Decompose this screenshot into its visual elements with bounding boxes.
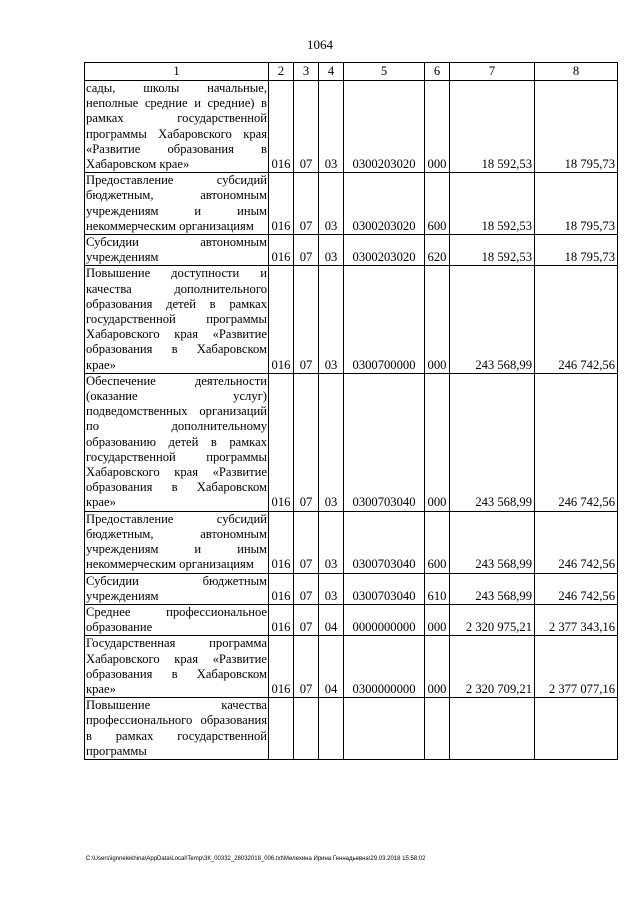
target-article-cell: 0300203020 [344,235,425,266]
table-row [85,235,618,266]
column-header: 6 [425,63,450,81]
row-name: Повышение качества профессионального образования в рамках государственной программы [86,698,267,758]
amount-cell: 2 377 343,16 [535,604,618,635]
amount-cell: 243 568,99 [450,266,535,373]
target-article-cell [344,698,425,760]
row-name: Предоставление субсидий бюджетным, автономным учреждениям и иным некоммерческим организациям [86,511,267,572]
amount-cell: 2 320 709,21 [450,636,535,698]
column-header: 3 [294,63,319,81]
table-row [85,511,618,573]
code-cell: 016 [269,81,294,173]
code-cell: 016 [269,604,294,635]
section-cell: 07 [294,266,319,373]
amount-cell: 246 742,56 [535,573,618,604]
subsection-cell: 03 [319,173,344,235]
subsection-cell: 03 [319,573,344,604]
section-cell [294,698,319,760]
column-header: 5 [344,63,425,81]
code-cell: 016 [269,173,294,235]
expense-type-cell: 610 [425,573,450,604]
table-row [85,604,618,635]
table-row [85,573,618,604]
amount-cell: 18 592,53 [450,235,535,266]
section-cell: 07 [294,373,319,511]
code-cell [269,698,294,760]
row-name: Среднее профессиональное образование [86,604,267,635]
amount-cell: 18 795,73 [535,235,618,266]
subsection-cell: 03 [319,235,344,266]
target-article-cell: 0300703040 [344,573,425,604]
column-header: 4 [319,63,344,81]
subsection-cell: 04 [319,636,344,698]
subsection-cell: 04 [319,604,344,635]
row-name: сады, школы начальные, неполные средние и средние) в рамках государственной программы Хабаровского края «Развитие образования в Хабаровском крае» [86,81,267,172]
target-article-cell: 0300000000 [344,636,425,698]
table-row [85,81,618,173]
amount-cell [535,698,618,760]
amount-cell [450,698,535,760]
subsection-cell: 03 [319,373,344,511]
row-name: Обеспечение деятельности (оказание услуг) подведомственных организаций по дополнительному образованию детей в рамках государственной программы Хабаровского края «Развитие образования в Хабаровском крае» [86,373,267,510]
amount-cell: 246 742,56 [535,266,618,373]
expense-type-cell: 000 [425,604,450,635]
row-name: Субсидии бюджетным учреждениям [86,573,267,603]
target-article-cell: 0300203020 [344,81,425,173]
target-article-cell: 0300703040 [344,511,425,573]
code-cell: 016 [269,235,294,266]
amount-cell: 18 795,73 [535,173,618,235]
amount-cell: 246 742,56 [535,373,618,511]
subsection-cell [319,698,344,760]
table-row [85,173,618,235]
section-cell: 07 [294,173,319,235]
row-name: Субсидии автономным учреждениям [86,235,267,265]
budget-table [84,62,618,760]
amount-cell: 18 592,53 [450,81,535,173]
row-name: Предоставление субсидий бюджетным, автономным учреждениям и иным некоммерческим организациям [86,173,267,233]
target-article-cell: 0300203020 [344,173,425,235]
amount-cell: 246 742,56 [535,511,618,573]
row-name: Государственная программа Хабаровского края «Развитие образования в Хабаровском крае» [86,636,267,696]
table-row [85,636,618,698]
code-cell: 016 [269,511,294,573]
expense-type-cell [425,698,450,760]
table-row [85,373,618,511]
amount-cell: 18 795,73 [535,81,618,173]
table-row [85,698,618,760]
expense-type-cell: 600 [425,511,450,573]
code-cell: 016 [269,573,294,604]
expense-type-cell: 620 [425,235,450,266]
code-cell: 016 [269,266,294,373]
expense-type-cell: 000 [425,636,450,698]
section-cell: 07 [294,81,319,173]
amount-cell: 243 568,99 [450,373,535,511]
column-header-row [85,63,618,81]
expense-type-cell: 000 [425,81,450,173]
subsection-cell: 03 [319,511,344,573]
row-name: Повышение доступности и качества дополнительного образования детей в рамках государственной программы Хабаровского края «Развитие образования в Хабаровском крае» [86,266,267,372]
column-header: 8 [535,63,618,81]
code-cell: 016 [269,373,294,511]
column-header: 7 [450,63,535,81]
amount-cell: 243 568,99 [450,573,535,604]
target-article-cell: 0000000000 [344,604,425,635]
subsection-cell: 03 [319,81,344,173]
amount-cell: 2 377 077,16 [535,636,618,698]
expense-type-cell: 000 [425,266,450,373]
subsection-cell: 03 [319,266,344,373]
section-cell: 07 [294,604,319,635]
section-cell: 07 [294,636,319,698]
document-footer-path: C:\Users\ignnelekhina\AppData\Local\Temp\ЗК_00332_28032018_006.txt\Мелехина Ирина Геннадьевна\29.03.2018 15:58:02 [86,856,426,862]
target-article-cell: 0300700000 [344,266,425,373]
code-cell: 016 [269,636,294,698]
expense-type-cell: 000 [425,373,450,511]
table-row [85,266,618,373]
column-header: 2 [269,63,294,81]
amount-cell: 2 320 975,21 [450,604,535,635]
column-header: 1 [85,63,269,81]
amount-cell: 18 592,53 [450,173,535,235]
target-article-cell: 0300703040 [344,373,425,511]
amount-cell: 243 568,99 [450,511,535,573]
section-cell: 07 [294,511,319,573]
page-number: 1064 [307,37,333,52]
expense-type-cell: 600 [425,173,450,235]
section-cell: 07 [294,235,319,266]
section-cell: 07 [294,573,319,604]
